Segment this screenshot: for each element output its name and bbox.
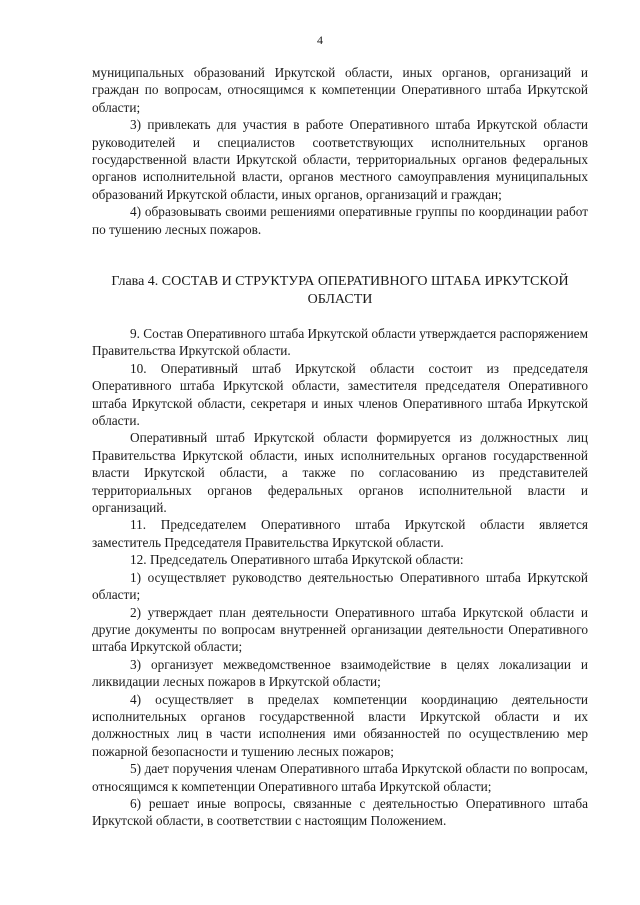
- paragraph-item-3: 3) привлекать для участия в работе Оперативного штаба Иркутской области руководителей и специалистов соответствующих исполнительных органов государственной власти Иркутской области, территориальных органов федеральных органов исполнительной власти, органов местного самоуправления муниципальных образований Иркутской области, иных органов, организаций и граждан;: [92, 117, 588, 202]
- paragraph-12-item-1: 1) осуществляет руководство деятельностью Оперативного штаба Иркутской области;: [92, 569, 588, 603]
- paragraph-11: 11. Председателем Оперативного штаба Иркутской области является заместитель Председателя Правительства Иркутской области.: [92, 517, 588, 550]
- paragraph-continuation: муниципальных образований Иркутской области, иных органов, организаций и граждан по вопросам, относящимся к компетенции Оперативного штаба Иркутской области;: [92, 65, 588, 115]
- paragraph-12-item-5: 5) дает поручения членам Оперативного штаба Иркутской области по вопросам, относящимся к компетенции Оперативного штаба Иркутской области;: [92, 761, 588, 794]
- paragraph-12: 12. Председатель Оперативного штаба Иркутской области:: [130, 552, 464, 568]
- chapter-title: Глава 4. СОСТАВ И СТРУКТУРА ОПЕРАТИВНОГО ШТАБА ИРКУТСКОЙ ОБЛАСТИ: [111, 274, 569, 307]
- paragraph-10: 10. Оперативный штаб Иркутской области состоит из председателя Оперативного штаба Иркутской области, заместителя председателя Оперативного штаба Иркутской области, секретаря и иных членов Оперативного штаба Иркутской области.: [92, 360, 588, 429]
- body-paragraphs: [92, 325, 588, 830]
- paragraph-10-formation: Оперативный штаб Иркутской области формируется из должностных лиц Правительства Иркутской области, иных исполнительных органов государственной власти Иркутской области, а также по согласованию из представителей территориальных органов федеральных органов исполнительной власти и организаций.: [92, 430, 588, 516]
- paragraph-item-4: 4) образовывать своими решениями оперативные группы по координации работ по тушению лесных пожаров.: [92, 204, 588, 237]
- paragraph-12-item-3: 3) организует межведомственное взаимодействие в целях локализации и ликвидации лесных пожаров в Иркутской области;: [92, 656, 588, 690]
- paragraph-12-item-6: 6) решает иные вопросы, связанные с деятельностью Оперативного штаба Иркутской области, в соответствии с настоящим Положением.: [92, 795, 588, 829]
- page-number: 4: [317, 33, 323, 47]
- top-paragraphs: [92, 64, 588, 238]
- paragraph-9: 9. Состав Оперативного штаба Иркутской области утверждается распоряжением Правительства Иркутской области.: [92, 326, 588, 359]
- paragraph-12-item-2: 2) утверждает план деятельности Оперативного штаба Иркутской области и другие документы по вопросам внутренней организации деятельности Оперативного штаба Иркутской области;: [92, 604, 588, 655]
- paragraph-12-item-4: 4) осуществляет в пределах компетенции координацию деятельности исполнительных органов государственной власти Иркутской области и их должностных лиц в части исполнения ими обязанностей по осуществлению мер пожарной безопасности и тушению лесных пожаров;: [92, 691, 588, 759]
